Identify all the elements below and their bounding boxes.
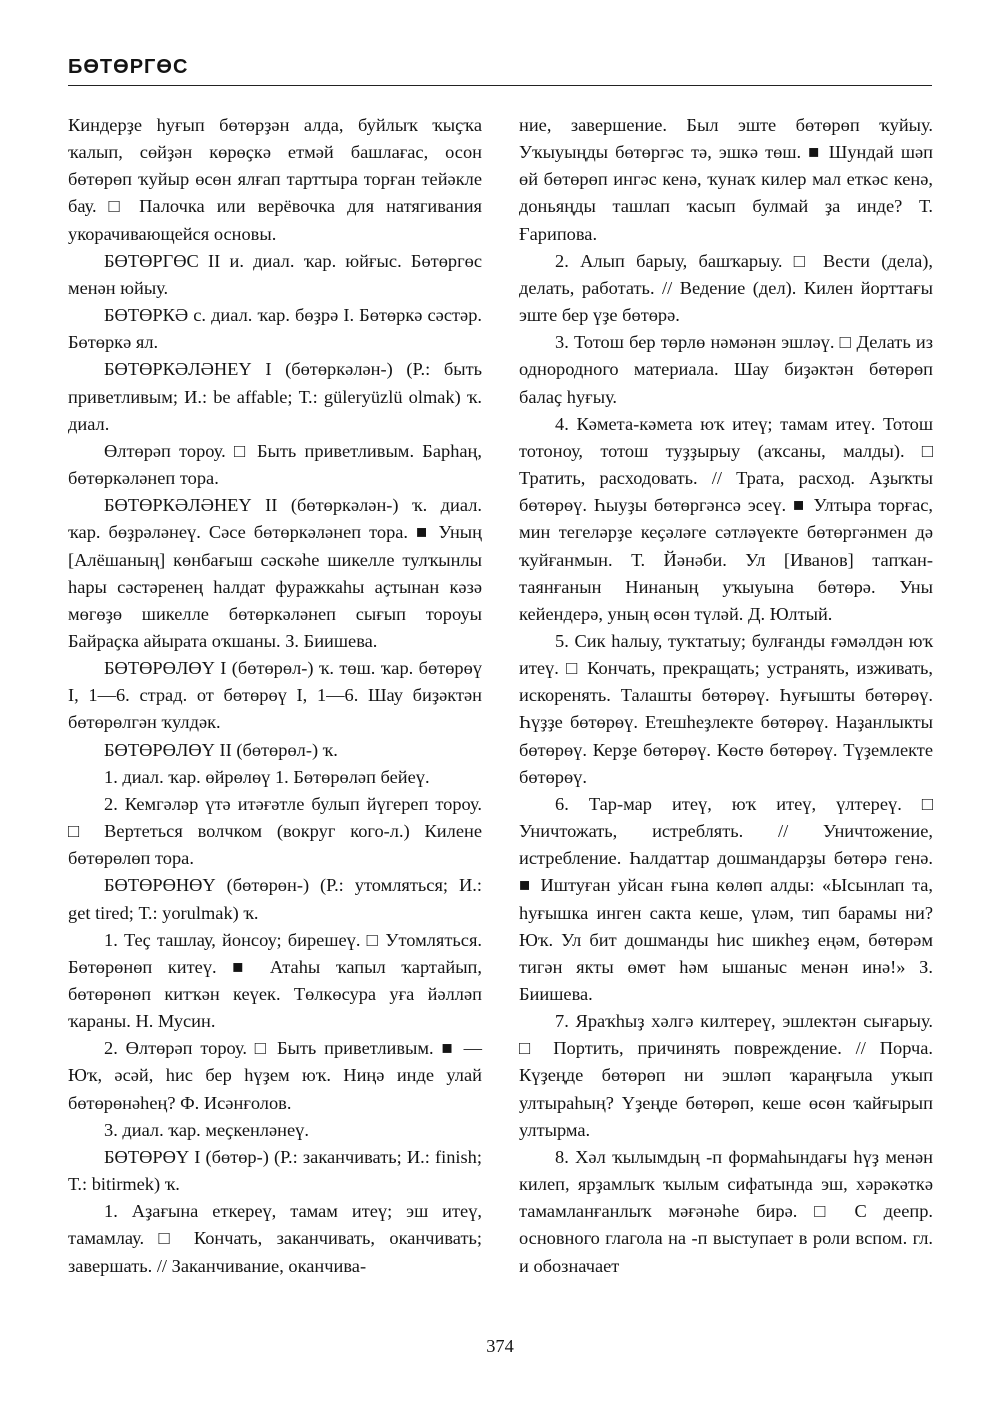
entry-paragraph: 2. Өлтөрәп тороу. □ Быть приветливым. ■ — Юҡ, әсәй, һис бер һүҙем юҡ. Ниңә инде улай бөтөрөнәһең? Ф. Исәнғолов. [68, 1038, 482, 1113]
entry-paragraph: БӨТӨРӨНӨҮ (бөтөрөн-) (Р.: утомляться; И.: get tired; Т.: yorulmak) ҡ. [68, 875, 482, 923]
entry-paragraph: ние, завершение. Был эште бөтөрөп ҡуйыу. Уҡыуыңды бөтөргәс тә, эшкә төш. ■ Шундай шәп өй бөтөрөп ингәс кенә, ҡунаҡ килер мал еткәс кенә, доньяңды ташлап ҡасып булмай ҙа инде? Т. Ғарипова. [519, 115, 933, 244]
entry-paragraph: БӨТӨРКӘЛӘНЕҮ I (бөтөркәлән-) (Р.: быть приветливым; И.: be affable; Т.: güleryüzlü olmak) ҡ. диал. [68, 359, 482, 434]
entry-paragraph: Киндерҙе һуғып бөтөрҙән алда, буйлыҡ ҡыҫҡа ҡалып, сөйҙән көрөҫкә етмәй башлағас, осон бөтөрөп ҡуйыр өсөн ялғап тарттыра торған тейәкле бау. □ Палочка или верёвочка для натягивания укорачивающейся основы. [68, 115, 482, 244]
entry-paragraph: 6. Тар-мар итеү, юҡ итеү, үлтереү. □ Уничтожать, истреблять. // Уничтожение, истребление. Һалдаттар дошмандарҙы бөтөрә генә. ■ Иштуған уйсан ғына көлөп алды: «Ысынлап та, һуғышка инген сакта кеше, үләм, тип барамы ни? Юҡ. Ул бит дошманды һис шикһеҙ еңәм, бөтөрәм тигән якты өмөт һәм ышаныс менән инә!» З. Биишева. [519, 793, 933, 1004]
entry-paragraph: БӨТӨРӨҮ I (бөтөр-) (Р.: заканчивать; И.: finish; Т.: bitirmek) ҡ. [68, 1146, 482, 1195]
entry-paragraph: 7. Яраҡһыҙ хәлгә килтереү, эшлектән сығарыу. □ Портить, причинять повреждение. // Порча. Күҙеңде бөтөрөп ни эшләп ҡараңғыла уҡып ултыраһың? Үҙеңде бөтөрөп, кеше өсөн ҡайғырып ултырма. [519, 1011, 933, 1140]
entry-paragraph: 8. Хәл ҡылымдың -п формаһындағы һүҙ менән килеп, ярҙамлыҡ ҡылым сифатында эш, хәрәкәткә тамамланғанлыҡ мәғәнәһе бирә. □ С деепр. основного глагола на -п выступает в роли вспом. гл. и обозначает [519, 1146, 933, 1276]
entry-paragraph: 5. Сик һалыу, туҡтатыу; булғанды ғәмәлдән юҡ итеү. □ Кончать, прекращать; устранять, изживать, искоренять. Талашты бөтөрөү. Һуғышты бөтөрөү. Һүҙҙе бөтөрөү. Етешһеҙлекте бөтөрөү. Наҙанлыкты бөтөрөү. Керҙе бөтөрөү. Көстө бөтөрөү. Түҙемлекте бөтөрөү. [519, 630, 933, 787]
entry-paragraph: 1. Аҙағына еткереү, тамам итеү; эш итеү, тамамлау. □ Кончать, заканчивать, оканчивать; завершать. // Заканчивание, оканчива- [68, 1201, 482, 1276]
entry-paragraph: 2. Алып барыу, башҡарыу. □ Вести (дела), делать, работать. // Ведение (дел). Килен йорттағы эште бер үҙе бөтөрә. [519, 250, 933, 326]
entry-paragraph: Өлтөрәп тороу. □ Быть приветливым. Барһаң, бөтөркәләнеп тора. [68, 440, 482, 489]
entry-paragraph: БӨТӨРКӘ с. диал. ҡар. бөҙрә I. Бөтөркә сәстәр. Бөтөркә ял. [68, 305, 482, 353]
entry-paragraph: БӨТӨРГӨС II и. диал. ҡар. юйғыс. Бөтөргөс менән юйыу. [68, 250, 482, 298]
page-number: 374 [486, 1336, 514, 1356]
entry-paragraph: 1. диал. ҡар. өйрөлөү 1. Бөтөрөләп бейеү. [104, 766, 430, 787]
entry-paragraph: 1. Теҫ ташлау, йонсоу; бирешеү. □ Утомляться. Бөтөрөнөп китеү. ■ Атаһы ҡапыл ҡартайып, бөтөрөнөп китҡән кеүек. Төлкөсура уға йәлләп ҡараны. Н. Мусин. [68, 929, 482, 1032]
running-header: БӨТӨРГӨС [68, 56, 932, 86]
entry-paragraph: 3. диал. ҡар. меҫкенләнеү. [104, 1119, 309, 1140]
right-column [519, 112, 933, 1280]
entry-paragraph: БӨТӨРӨЛӨҮ II (бөтөрөл-) ҡ. [104, 739, 338, 760]
entry-paragraph: 2. Кемгәләр үтә итәғәтле булып йүгереп тороу. □ Вертеться волчком (вокруг кого-л.) Килене бөтөрөлөп тора. [68, 793, 482, 869]
entry-paragraph: 4. Кәмета-кәмета юҡ итеү; тамам итеү. Тотош тотоноу, тотош туҙҙырыу (аҡсаны, малды). □ Тратить, расходовать. // Трата, расход. Аҙыҡты бөтөрөү. Һыуҙы бөтөргәнсә эсеү. ■ Ултыра торғас, мин тегеләрҙе кеҫәләге сәтләүекте бөтөргәнмен дә ҡуйғанмын. Т. Йәнәби. Ул [Иванов] тапҡан-таянғанын Нинаның уҡыуына бөтөрә. Уны кейендерә, уның өсөн түләй. Д. Юлтый. [519, 413, 933, 624]
entry-paragraph: БӨТӨРКӘЛӘНЕҮ II (бөтөркәлән-) ҡ. диал. ҡар. бөҙрәләнеү. Сәсе бөтөркәләнеп тора. ■ Уның [Алёшаның] көнбағыш сәскәһе шикелле тулҡынлы һары сәстәренең һалдат фуражкаһы аҫтынан кәзә мөгөҙө шикелле бөтөркәләнеп сығып тороуы Байраҫка айырата оҡшаны. З. Биишева. [68, 495, 482, 651]
left-column [68, 112, 482, 1280]
entry-paragraph: БӨТӨРӨЛӨҮ I (бөтөрөл-) ҡ. төш. ҡар. бөтөрөү I, 1—6. страд. от бөтөрөү I, 1—6. Шау биҙәктән бөтөрөлгән ҡулдәк. [68, 658, 482, 733]
entry-paragraph: 3. Тотош бер төрлө нәмәнән эшләү. □ Делать из однородного материала. Шау биҙәктән бөтөрөп балаҫ һуғыу. [519, 332, 933, 407]
